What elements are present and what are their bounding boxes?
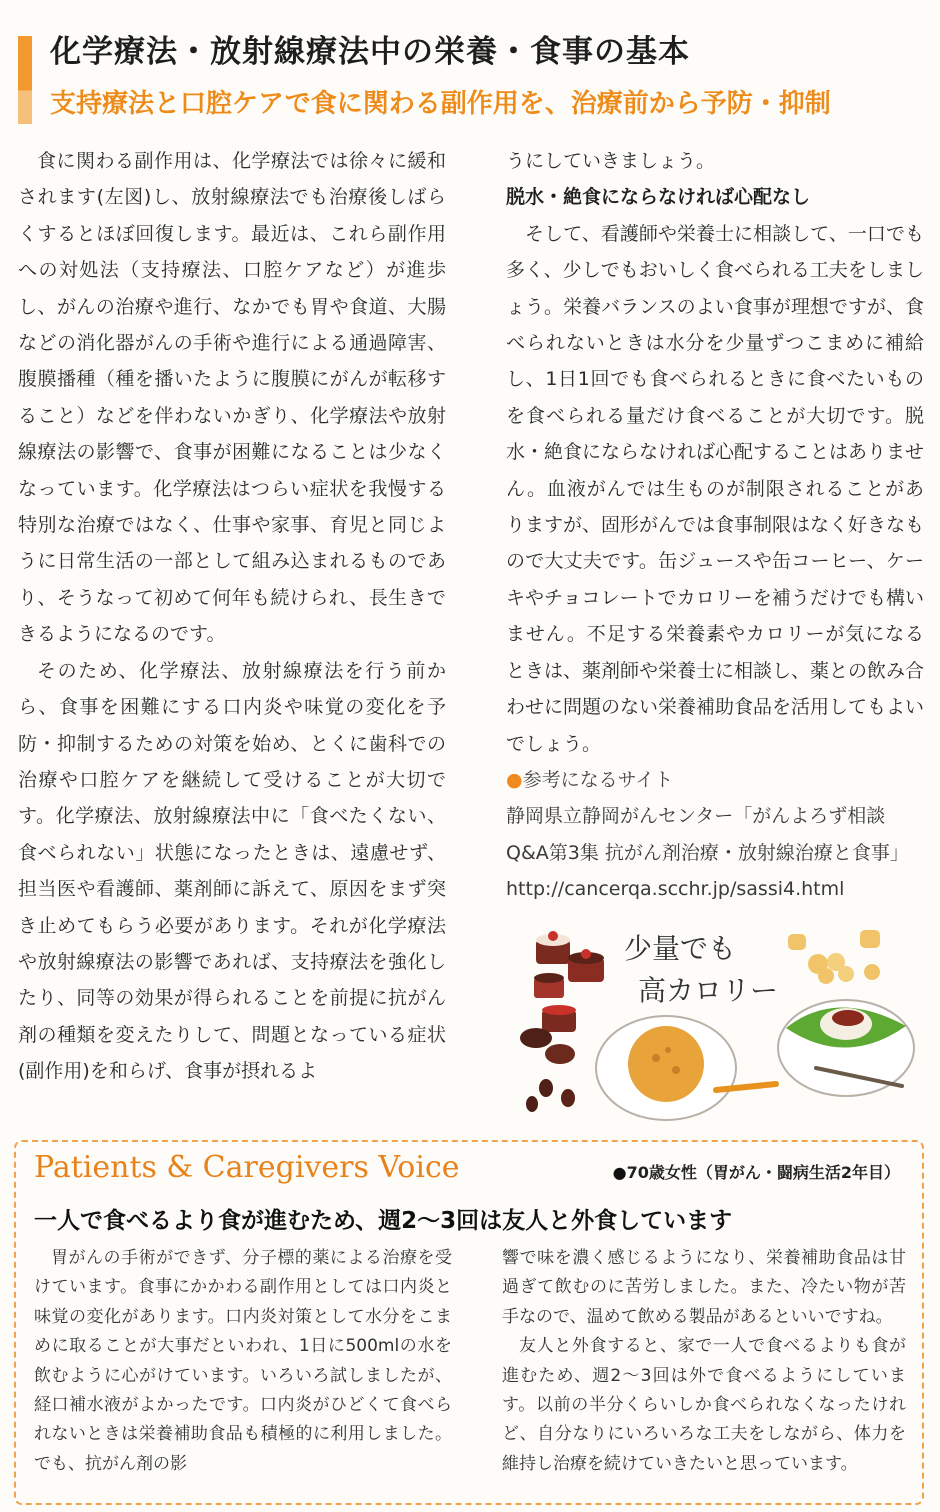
illustration-caption-line1: 少量でも (624, 932, 737, 965)
article-paragraph-continuation: うにしていきましょう。 (506, 150, 716, 172)
dessert-plate-icon (596, 1016, 776, 1120)
header-accent-bar (18, 36, 32, 124)
leaf-wagashi-icon (778, 1000, 914, 1096)
food-illustration (506, 918, 924, 1128)
voice-headline: 一人で食べるより食が進むため、週2～3回は友人と外食しています (34, 1208, 733, 1234)
illustration-caption-line2: 高カロリー (638, 974, 779, 1007)
patient-voice-box (14, 1140, 924, 1505)
voice-right-column (502, 1244, 906, 1479)
page-title: 化学療法・放射線療法中の栄養・食事の基本 (50, 34, 690, 70)
voice-section-title: Patients & Caregivers Voice (34, 1150, 460, 1185)
article-paragraph: そのため、化学療法、放射線療法を行う前から、食事を困難にする口内炎や味覚の変化を予防・抑制するための対策を始め、とくに歯科での治療や口腔ケアを継続して受けることが大切です。化学療法、放射線療法中に「食べたくない、食べられない」状態になったときは、遠慮せず、担当医や看護師、薬剤師に訴えて、原因をまず突き止めてもらう必要があります。それが化学療法や放射線療法の影響であれば、支持療法を強化したり、同等の効果が得られることを前提に抗がん剤の種類を変えたりして、問題となっている症状(副作用)を和らげ、食事が摂れるよ (18, 659, 446, 1083)
page-subtitle: 支持療法と口腔ケアで食に関わる副作用を、治療前から予防・抑制 (50, 89, 831, 119)
reference-heading (506, 762, 924, 798)
reference-title: Q&A第3集 抗がん剤治療・放射線治療と食事」 (506, 841, 909, 864)
bullet-icon: ● (506, 768, 523, 791)
voice-paragraph-continuation: 響で味を濃く感じるようになり、栄養補助食品は甘過ぎて飲むのに苦労しました。また、冷たい物が苦手なので、温めて飲める製品があるといいですね。 (502, 1248, 906, 1327)
chocolate-icon (520, 931, 604, 1112)
voice-person-label: 70歳女性（胃がん・闘病生活2年目） (626, 1163, 900, 1182)
voice-person-info (613, 1160, 900, 1183)
article-right-column (506, 143, 924, 908)
article-paragraph: 食に関わる副作用は、化学療法では徐々に緩和されます(左図)し、放射線療法でも治療後しばらくするとほぼ回復します。最近は、これら副作用への対処法（支持療法、口腔ケアなど）が進歩し、がんの治療や進行、なかでも胃や食道、大腸などの消化器がんの手術や進行による通過障害、腹膜播種（種を播いたように腹膜にがんが転移すること）などを伴わないかぎり、化学療法や放射線療法の影響で、食事が困難になることは少なくなっています。化学療法はつらい症状を我慢する特別な治療ではなく、仕事や家事、育児と同じように日常生活の一部として組み込まれるものであり、そうなって初めて何年も続けられ、長生きできるようになるのです。 (18, 150, 446, 646)
voice-paragraph: 友人と外食すると、家で一人で食べるよりも食が進むため、週2～3回は外で食べるようにしています。以前の半分くらいしか食べられなくなったけれど、自分なりにいろいろな工夫をしながら、体力を維持し治療を続けていきたいと思っています。 (502, 1336, 906, 1474)
reference-url: http://cancerqa.scchr.jp/sassi4.html (506, 878, 845, 901)
article-paragraph: そして、看護師や栄養士に相談して、一口でも多く、少しでもおいしく食べられる工夫をしましょう。栄養バランスのよい食事が理想ですが、食べられないときは水分を少量ずつこまめに補給し、1日1回でも食べられるときに食べたいものを食べられる量だけ食べることが大切です。脱水・絶食にならなければ心配することはありません。血液がんでは生ものが制限されることがありますが、固形がんでは食事制限はなく好きなもので大丈夫です。缶ジュースや缶コーヒー、ケーキやチョコレートでカロリーを補うだけでも構いません。不足する栄養素やカロリーが気になるときは、薬剤師や栄養士に相談し、薬との飲み合わせに問題のない栄養補助食品を活用してもよいでしょう。 (506, 222, 925, 755)
article-left-column (18, 143, 446, 1090)
voice-paragraph: 胃がんの手術ができず、分子標的薬による治療を受けています。食事にかかわる副作用としては口内炎と味覚の変化があります。口内炎対策として水分をこまめに取ることが大事だといわれ、1日に500mlの水を飲むように心がけています。いろいろ試しましたが、経口補水液がよかったです。口内炎がひどくて食べられないときは栄養補助食品も積極的に利用しました。でも、抗がん剤の影 (34, 1248, 452, 1474)
section-heading: 脱水・絶食にならなければ心配なし (506, 186, 811, 209)
reference-source: 静岡県立静岡がんセンター「がんよろず相談 (506, 805, 886, 828)
voice-left-column (34, 1244, 452, 1479)
bullet-icon: ● (612, 1163, 627, 1182)
cookie-icon (788, 930, 880, 984)
reference-heading-label: 参考になるサイト (522, 768, 674, 791)
